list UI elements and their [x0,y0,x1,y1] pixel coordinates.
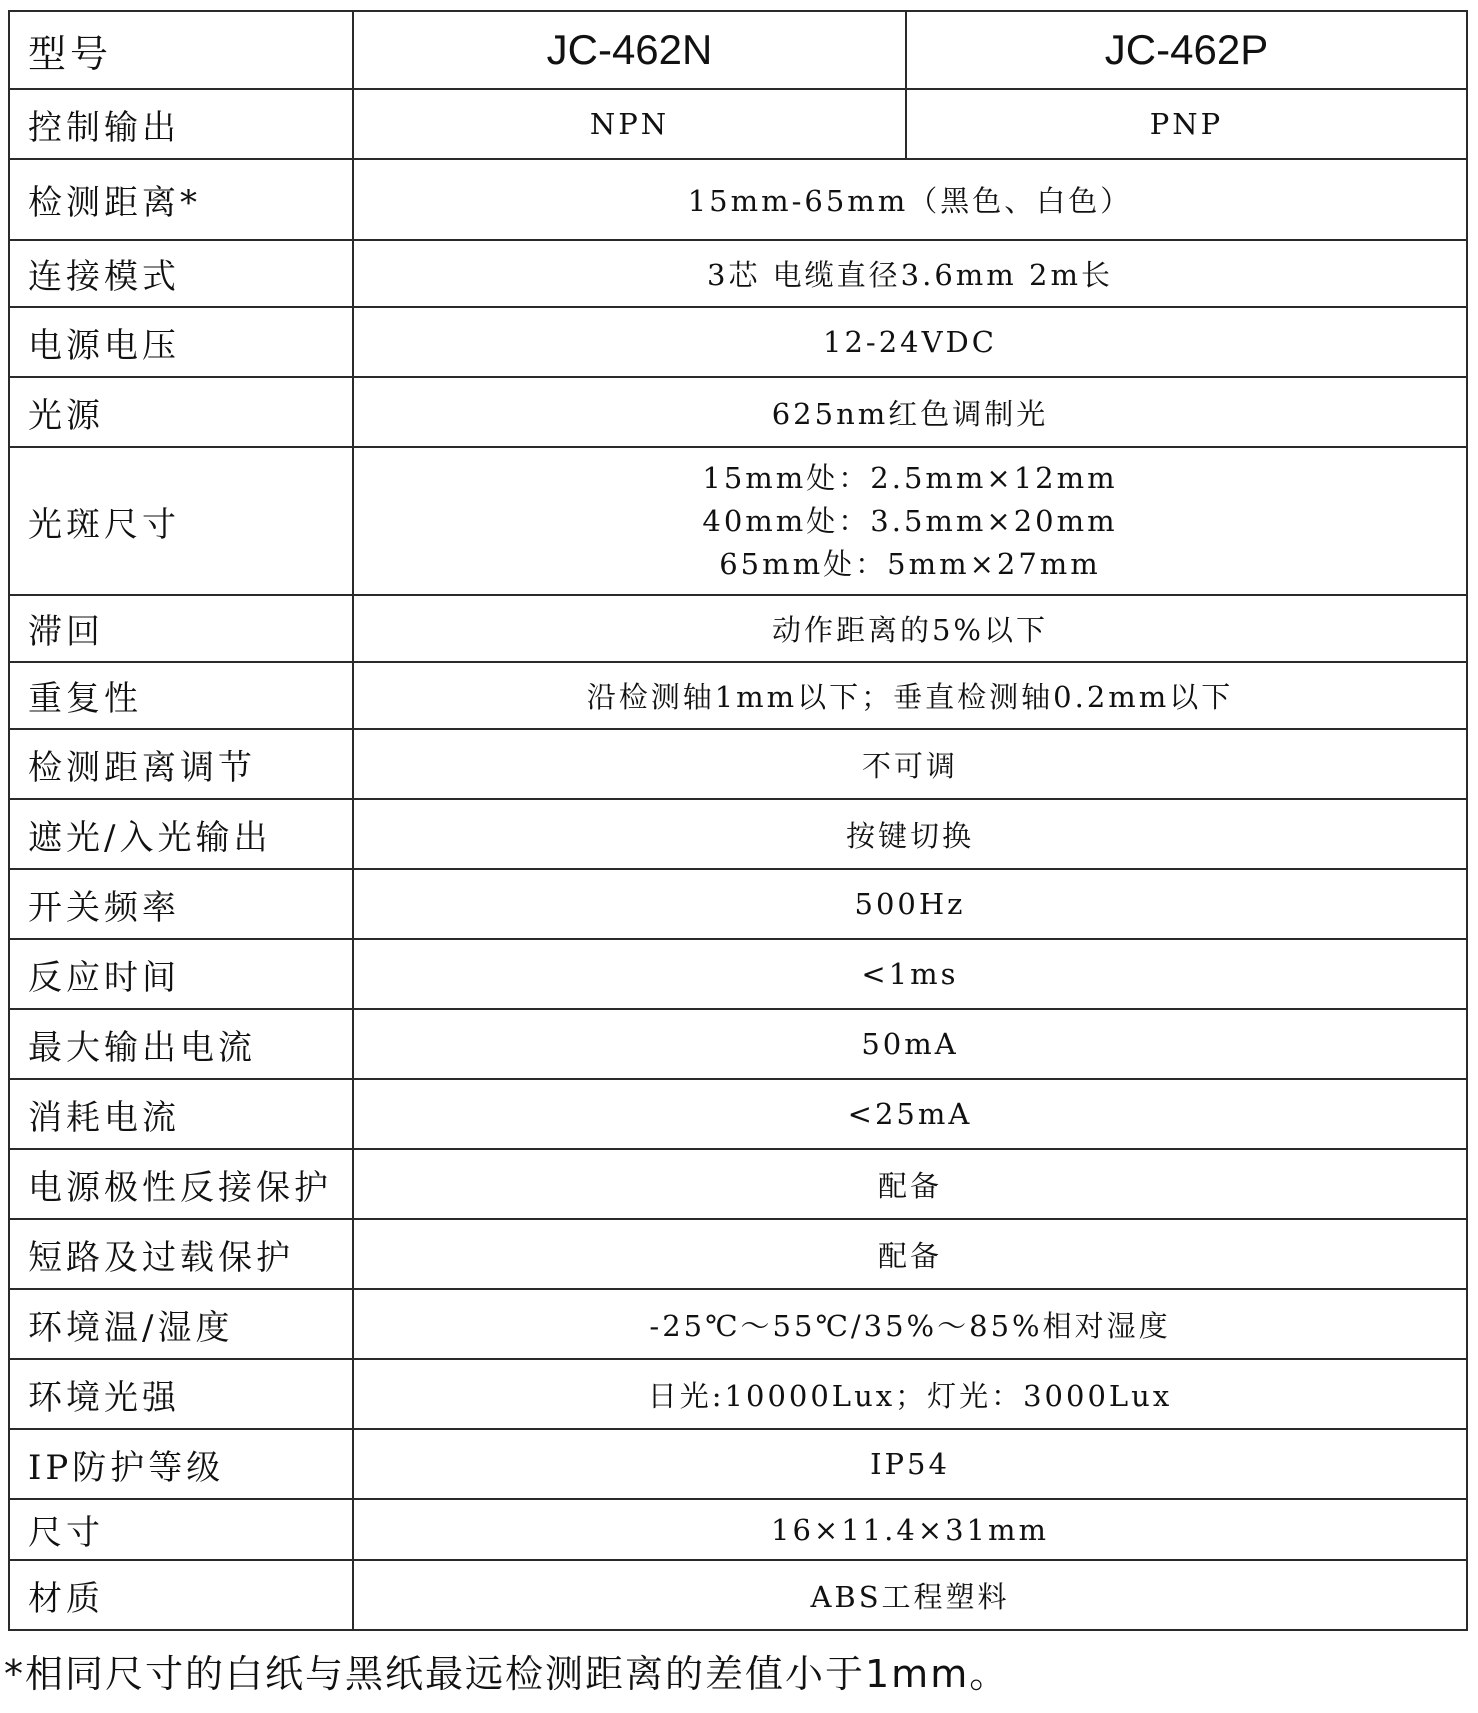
model-p: JC-462P [906,11,1467,89]
row-label: 遮光/入光输出 [9,799,353,869]
row-value: 沿检测轴1mm以下；垂直检测轴0.2mm以下 [353,662,1467,729]
row-label: 光斑尺寸 [9,447,353,595]
row-value: <25mA [353,1079,1467,1149]
table-row-model [9,11,1467,89]
spot-size-line: 40mm处：3.5mm×20mm [702,503,1118,538]
table-row [9,307,1467,377]
table-row [9,1429,1467,1499]
output-p-value: PNP [906,89,1467,159]
row-label: 短路及过载保护 [9,1219,353,1289]
table-row [9,1499,1467,1560]
row-label: 消耗电流 [9,1079,353,1149]
table-row [9,240,1467,307]
row-value: 3芯 电缆直径3.6mm 2m长 [353,240,1467,307]
table-row [9,595,1467,662]
row-label: 电源极性反接保护 [9,1149,353,1219]
row-label: 环境温/湿度 [9,1289,353,1359]
row-label: 最大输出电流 [9,1009,353,1079]
table-row [9,1009,1467,1079]
table-row [9,1359,1467,1429]
row-value: IP54 [353,1429,1467,1499]
table-row [9,939,1467,1009]
model-n: JC-462N [353,11,906,89]
row-label: 尺寸 [9,1499,353,1560]
row-value: <1ms [353,939,1467,1009]
row-value: 625nm红色调制光 [353,377,1467,447]
row-value: 500Hz [353,869,1467,939]
row-value: 50mA [353,1009,1467,1079]
table-row [9,1289,1467,1359]
row-value: 日光:10000Lux；灯光：3000Lux [353,1359,1467,1429]
spot-size-line: 15mm处：2.5mm×12mm [702,460,1118,495]
row-label: 检测距离* [9,159,353,240]
row-label: 环境光强 [9,1359,353,1429]
table-row [9,447,1467,595]
table-row [9,869,1467,939]
spot-size-line: 65mm处：5mm×27mm [719,546,1101,581]
output-n-value: NPN [353,89,906,159]
row-value: 不可调 [353,729,1467,799]
table-row [9,377,1467,447]
row-value: 按键切换 [353,799,1467,869]
table-row [9,1219,1467,1289]
table-row [9,159,1467,240]
row-value: 动作距离的5%以下 [353,595,1467,662]
table-row [9,662,1467,729]
row-label: 检测距离调节 [9,729,353,799]
row-value: 12-24VDC [353,307,1467,377]
row-label: 重复性 [9,662,353,729]
table-row [9,1079,1467,1149]
row-value: 配备 [353,1149,1467,1219]
row-label: 反应时间 [9,939,353,1009]
row-value: 15mm-65mm（黑色、白色） [353,159,1467,240]
row-label: IP防护等级 [9,1429,353,1499]
row-label: 光源 [9,377,353,447]
row-value: -25℃～55℃/35%～85%相对湿度 [353,1289,1467,1359]
row-value: 16×11.4×31mm [353,1499,1467,1560]
row-label: 开关频率 [9,869,353,939]
table-row [9,1149,1467,1219]
output-label: 控制输出 [9,89,353,159]
row-value: ABS工程塑料 [353,1560,1467,1630]
row-value-multiline [353,447,1467,595]
row-label: 连接模式 [9,240,353,307]
row-label: 滞回 [9,595,353,662]
table-row-output [9,89,1467,159]
footnote: *相同尺寸的白纸与黑纸最远检测距离的差值小于1mm。 [4,1652,1010,1696]
row-label: 电源电压 [9,307,353,377]
table-row [9,729,1467,799]
row-label: 材质 [9,1560,353,1630]
spec-table [8,10,1468,1631]
row-value: 配备 [353,1219,1467,1289]
model-label: 型号 [9,11,353,89]
table-row [9,1560,1467,1630]
table-row [9,799,1467,869]
